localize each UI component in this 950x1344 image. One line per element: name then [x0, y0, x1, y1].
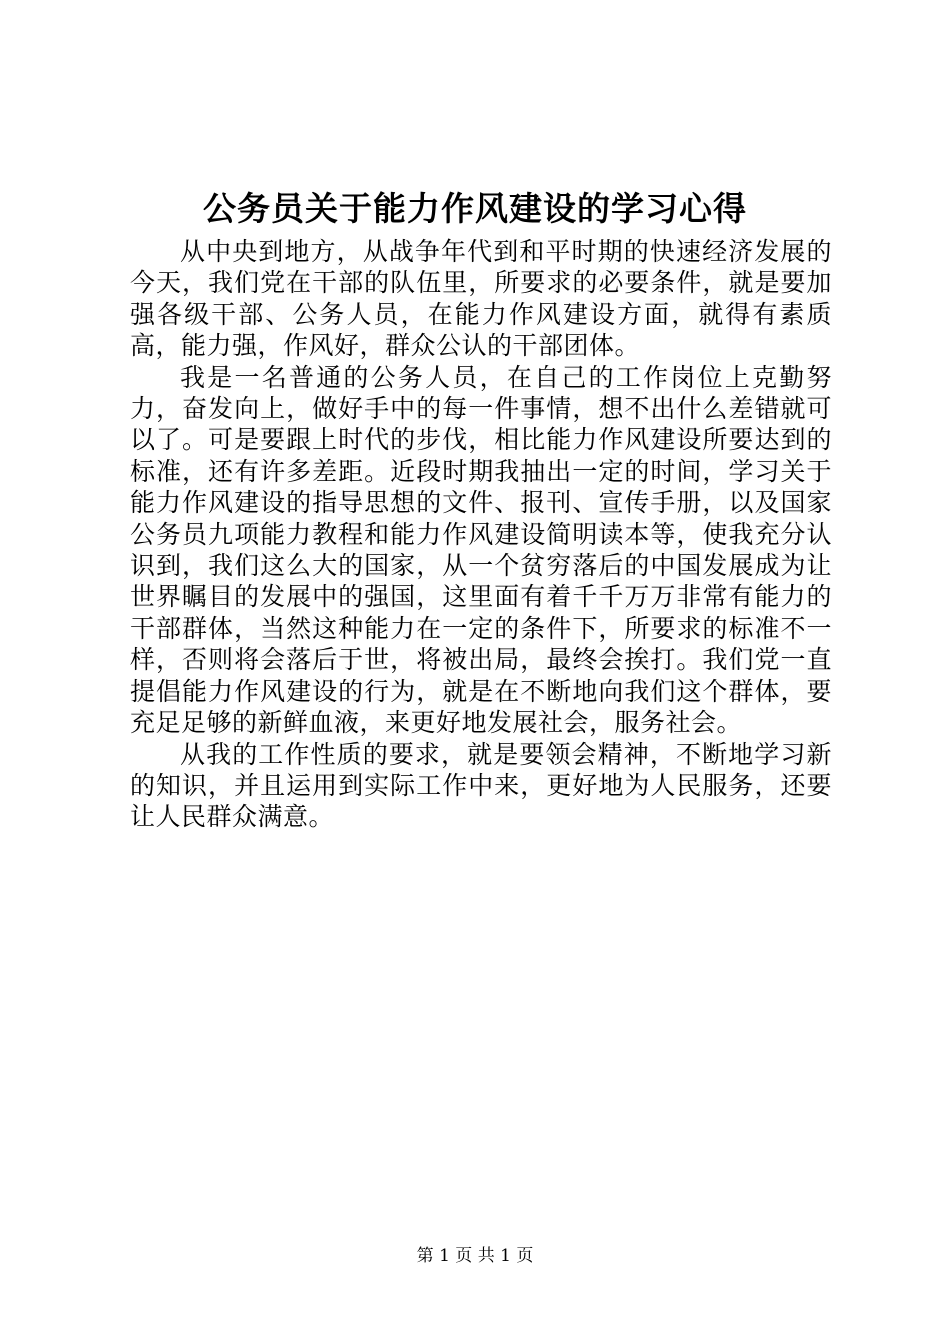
paragraph-2: 我是一名普通的公务人员，在自己的工作岗位上克勤努力，奋发向上，做好手中的每一件事情，想不出什么差错就可以了。可是要跟上时代的步伐，相比能力作风建设所要达到的标准，还有许多差距。近段时期我抽出一定的时间，学习关于能力作风建设的指导思想的文件、报刊、宣传手册，以及国家公务员九项能力教程和能力作风建设简明读本等，使我充分认识到，我们这么大的国家，从一个贫穷落后的中国发展成为让世界瞩目的发展中的强国，这里面有着千千万万非常有能力的干部群体，当然这种能力在一定的条件下，所要求的标准不一样，否则将会落后于世，将被出局，最终会挨打。我们党一直提倡能力作风建设的行为，就是在不断地向我们这个群体，要充足足够的新鲜血液，来更好地发展社会，服务社会。 — [130, 362, 832, 738]
document-title: 公务员关于能力作风建设的学习心得 — [203, 189, 747, 228]
paragraph-3: 从我的工作性质的要求，就是要领会精神，不断地学习新的知识，并且运用到实际工作中来，更好地为人民服务，还要让人民群众满意。 — [130, 739, 832, 832]
page-footer: 第 1 页 共 1 页 — [416, 1246, 534, 1266]
document-body — [130, 236, 832, 833]
paragraph-1: 从中央到地方，从战争年代到和平时期的快速经济发展的今天，我们党在干部的队伍里，所要求的必要条件，就是要加强各级干部、公务人员，在能力作风建设方面，就得有素质高，能力强，作风好，群众公认的干部团体。 — [130, 237, 832, 361]
